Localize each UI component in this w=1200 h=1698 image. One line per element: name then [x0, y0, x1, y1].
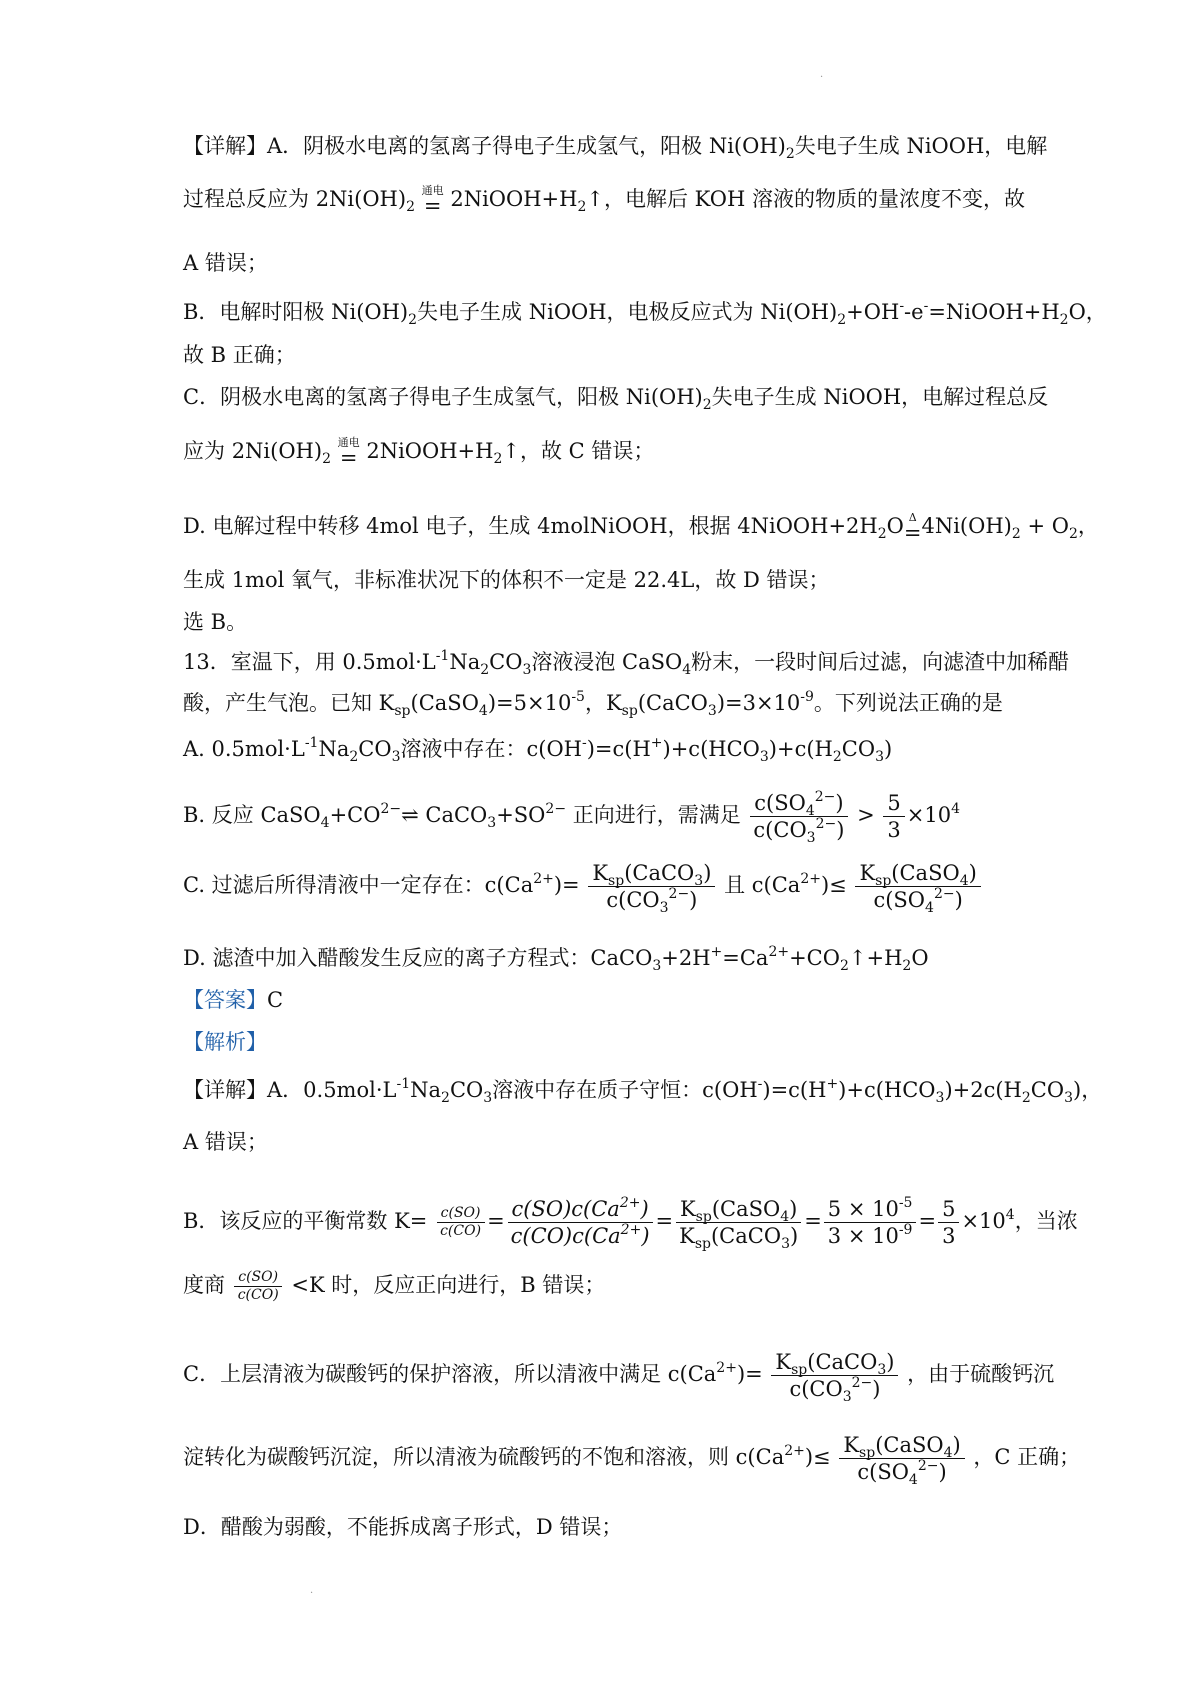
sup: 4	[951, 801, 961, 817]
text: B．该反应的平衡常数 K=	[183, 1209, 428, 1233]
sub: 4	[320, 815, 330, 831]
option-d	[183, 943, 929, 973]
text: 且 c(Ca	[724, 873, 801, 897]
sub: 2	[877, 526, 887, 542]
equation: 2NiOOH+H	[366, 439, 494, 463]
text: )≤	[804, 1445, 831, 1469]
sub: 2	[1068, 526, 1078, 542]
numerator	[855, 860, 980, 887]
line-d-volume	[183, 565, 830, 595]
text: )=3×10	[716, 691, 801, 715]
sup: -	[581, 735, 587, 751]
text: =Ca	[722, 946, 769, 970]
text: )，	[1073, 1078, 1103, 1102]
sub: 2	[785, 146, 795, 162]
text: A 错误；	[183, 1130, 268, 1154]
equation: 2Ni(OH)	[231, 439, 323, 463]
text: C. 过滤后所得清液中一定存在：c(Ca	[183, 873, 534, 897]
answer-line	[183, 985, 283, 1015]
sup: -1	[435, 648, 450, 664]
text: 【详解】A．0.5mol·L	[183, 1078, 397, 1102]
text: )=c(H	[762, 1078, 827, 1102]
t: c(CO	[753, 818, 807, 842]
text: +2H	[661, 946, 711, 970]
text: 13．室温下，用 0.5mol·L	[183, 650, 436, 674]
t: )	[954, 888, 963, 912]
sol-a	[183, 1075, 1102, 1105]
answer-value: C	[267, 988, 284, 1012]
text: CaCO	[425, 803, 488, 827]
text: 应为	[183, 439, 225, 463]
sub: sp	[875, 873, 892, 889]
text: 过程总反应为	[183, 187, 309, 211]
line-d	[183, 511, 1099, 543]
sub: 4	[908, 1472, 918, 1488]
text: +CO	[329, 803, 381, 827]
t: )	[475, 1223, 482, 1239]
t: )	[640, 1197, 649, 1221]
t: )	[563, 1197, 572, 1221]
t: )	[563, 1224, 573, 1248]
text: )+c(H	[768, 737, 833, 761]
t: )	[886, 1350, 895, 1374]
sup: +	[710, 944, 723, 960]
numerator	[750, 790, 847, 817]
text: 淀转化为碳酸钙沉淀，所以清液为硫酸钙的不饱和溶液，则 c(Ca	[183, 1445, 785, 1469]
sup: 4	[1005, 1207, 1015, 1223]
text: )=	[553, 873, 580, 897]
analysis-tag-line	[183, 1027, 267, 1057]
text: 溶液浸泡 CaSO	[531, 650, 683, 674]
t: )	[789, 1197, 798, 1221]
sub: 4	[925, 900, 934, 916]
sub: 3	[842, 1389, 852, 1405]
sub: sp	[694, 1236, 711, 1252]
fraction	[824, 1196, 917, 1249]
t: )	[789, 1224, 799, 1248]
op: =	[903, 521, 922, 545]
text: 粉末，一段时间后过滤，向滤渣中加稀醋	[691, 650, 1070, 674]
fraction	[507, 1196, 654, 1249]
denominator	[602, 886, 701, 916]
t: K	[592, 861, 609, 885]
text: (CaSO	[410, 691, 479, 715]
text: <K 时，反应正向进行，B 错误；	[291, 1273, 606, 1297]
text: A. 0.5mol·L	[183, 737, 305, 761]
numerator: 5	[883, 790, 904, 817]
text: A 错误；	[183, 251, 268, 275]
sub: 3	[487, 815, 497, 831]
sub: 3	[483, 1090, 493, 1106]
sup: 2+	[533, 871, 554, 887]
t: K	[679, 1197, 696, 1221]
equation: 2Ni(OH)	[315, 187, 407, 211]
sup: -5	[571, 689, 585, 705]
sub: 2	[493, 451, 503, 467]
text: D. 电解过程中转移 4mol 电子，生成 4molNiOOH，根据	[183, 514, 731, 538]
t: c(SO	[873, 888, 926, 912]
fraction	[234, 1269, 283, 1304]
sub: 3	[522, 662, 532, 678]
op: =	[423, 194, 442, 218]
denominator: 3	[942, 1224, 956, 1248]
option-a	[183, 734, 892, 764]
sub: 3	[806, 830, 816, 846]
fraction	[771, 1349, 898, 1405]
sup: 2+	[619, 1195, 641, 1211]
sub: sp	[608, 873, 625, 889]
text: ↑+H	[848, 946, 903, 970]
denominator	[869, 886, 966, 916]
sup: 2+	[620, 1222, 642, 1238]
text: 生成 1mol 氧气，非标准状况下的体积不一定是 22.4L，故 D 错误；	[183, 568, 830, 592]
text: 失电子生成 NiOOH，电解	[794, 134, 1048, 158]
denominator	[507, 1223, 654, 1249]
electrolysis-condition	[422, 185, 444, 216]
fraction	[938, 1196, 959, 1249]
text: ，C 正确；	[973, 1445, 1081, 1469]
text: 失电子生成 NiOOH，电解过程总反	[711, 385, 1049, 409]
sup: 2−	[851, 1375, 873, 1391]
text: )=	[736, 1362, 763, 1386]
text: Na	[449, 650, 481, 674]
sub: 4	[805, 803, 815, 819]
sup: -1	[396, 1076, 411, 1092]
t: (CaCO	[807, 1350, 878, 1374]
t: )	[641, 1224, 650, 1248]
line-explain-a	[183, 131, 1047, 161]
sub: 2	[839, 958, 849, 974]
sub: 3	[935, 1090, 945, 1106]
sub: 2	[1021, 1090, 1031, 1106]
t: c(SO	[511, 1197, 564, 1221]
line-c-eq	[183, 436, 654, 468]
text: =NiOOH+H	[928, 300, 1060, 324]
text: ，电解后 KOH 溶液的物质的量浓度不变，故	[604, 187, 1026, 211]
t: c(SO	[238, 1269, 273, 1285]
fraction	[749, 789, 848, 846]
up-arrow: ↑	[586, 187, 604, 211]
t: )	[273, 1287, 279, 1303]
text: Na	[318, 737, 350, 761]
sub: 2	[322, 451, 331, 467]
scan-dot: ·	[310, 1588, 314, 1599]
text: CO	[489, 650, 523, 674]
equation: 4NiOOH+2H	[737, 514, 878, 538]
sub: 2	[480, 662, 490, 678]
cond: 通电	[421, 184, 444, 197]
t: 3 × 10	[827, 1224, 899, 1248]
sub: sp	[695, 1209, 712, 1225]
t: c(Ca	[572, 1224, 621, 1248]
sub: sp	[621, 703, 638, 719]
electrolysis-condition	[338, 437, 360, 468]
sup: 2+	[716, 1360, 737, 1376]
sup: 2−	[814, 789, 836, 805]
sol-d	[183, 1512, 622, 1542]
text: B．电解时阳极 Ni(OH)	[183, 300, 409, 324]
sup: -1	[304, 735, 319, 751]
sub: 3	[1064, 1090, 1073, 1106]
text: (CaCO	[637, 691, 708, 715]
sub: 2	[408, 312, 418, 328]
t: )	[872, 1377, 881, 1401]
t: K	[859, 861, 876, 885]
sup: -	[923, 298, 929, 314]
line-c	[183, 382, 1048, 412]
sub: 2	[577, 199, 587, 215]
equation: + O	[1027, 514, 1069, 538]
t: (CaCO	[624, 861, 695, 885]
t: K	[843, 1433, 860, 1457]
sub: 3	[659, 900, 669, 916]
sub: 2	[406, 199, 415, 215]
denominator	[853, 1458, 950, 1488]
t: )	[689, 888, 698, 912]
sub: sp	[791, 1362, 808, 1378]
sup: 2−	[668, 886, 690, 902]
heat-condition	[904, 512, 922, 543]
numerator	[839, 1432, 964, 1459]
numerator	[824, 1196, 917, 1223]
t: )	[968, 861, 977, 885]
t: )	[475, 1205, 481, 1221]
numerator	[508, 1196, 653, 1223]
text: O	[911, 946, 929, 970]
t: )	[835, 791, 844, 815]
denominator	[749, 816, 848, 846]
text: C．上层清液为碳酸钙的保护溶液，所以清液中满足 c(Ca	[183, 1362, 717, 1386]
sol-a-wrong	[183, 1127, 268, 1157]
t: (CaSO	[891, 861, 960, 885]
fraction	[436, 1205, 485, 1240]
equation: 2NiOOH+H	[450, 187, 578, 211]
text: ，	[1077, 514, 1099, 538]
sub: 3	[759, 749, 769, 765]
numerator	[771, 1349, 898, 1376]
text: )=c(H	[586, 737, 651, 761]
text: +OH	[846, 300, 900, 324]
t: )	[836, 818, 845, 842]
t: (CaSO	[875, 1433, 944, 1457]
t: c(CO	[606, 888, 660, 912]
text: )+2c(H	[944, 1078, 1022, 1102]
line-select-b	[183, 607, 247, 637]
denominator	[824, 1223, 917, 1249]
t: c(CO	[510, 1224, 564, 1248]
scan-dot: ·	[820, 72, 824, 83]
sub: 2	[349, 749, 359, 765]
sub: 3	[652, 958, 662, 974]
sub: 4	[943, 1445, 953, 1461]
t: )	[938, 1460, 947, 1484]
sup: 2−	[545, 801, 567, 817]
t: c(SO	[440, 1205, 476, 1221]
sup: 2+	[768, 944, 790, 960]
sub: 3	[877, 1362, 887, 1378]
answer-tag: 【答案】	[183, 988, 267, 1012]
sup: 2−	[933, 886, 955, 902]
text: +SO	[496, 803, 546, 827]
text: 酸，产生气泡。已知 K	[183, 691, 395, 715]
text: 。下列说法正确的是	[813, 691, 1003, 715]
sub: 4	[959, 873, 969, 889]
numerator	[437, 1205, 485, 1223]
sub: sp	[859, 1445, 876, 1461]
denominator	[234, 1287, 283, 1304]
text: ，由于硫酸钙沉	[907, 1362, 1055, 1386]
sup: 2+	[800, 871, 821, 887]
sub: 2	[702, 397, 712, 413]
sup: -9	[800, 689, 814, 705]
sub: sp	[394, 703, 411, 719]
denominator	[436, 1223, 485, 1240]
text: ，K	[584, 691, 622, 715]
line-b-correct	[183, 340, 296, 370]
sub: 3	[875, 749, 884, 765]
sup: -	[757, 1076, 763, 1092]
numerator: 5	[938, 1196, 959, 1223]
sol-b-2	[183, 1269, 605, 1304]
t: c(SO	[754, 791, 806, 815]
denominator	[785, 1375, 884, 1405]
t: K	[679, 1224, 695, 1248]
text: )+c(HCO	[662, 737, 760, 761]
text: CO	[841, 737, 876, 761]
t: )	[952, 1433, 961, 1457]
sup: 2−	[917, 1458, 939, 1474]
equation: 4Ni(OH)	[921, 514, 1012, 538]
numerator	[234, 1269, 282, 1287]
text: 【详解】A．阴极水电离的氢离子得电子生成氢气，阳极 Ni(OH)	[183, 134, 786, 158]
text: )+c(HCO	[838, 1078, 936, 1102]
sub: 3	[694, 873, 704, 889]
analysis-tag: 【解析】	[183, 1030, 267, 1054]
text: 溶液中存在：c(OH	[400, 737, 582, 761]
sup: +	[650, 735, 663, 751]
text: 度商	[183, 1273, 225, 1297]
sub: 3	[707, 703, 717, 719]
numerator	[676, 1196, 801, 1223]
sup: 2+	[784, 1443, 805, 1459]
sup: 2−	[815, 816, 837, 832]
sub: 2	[832, 749, 842, 765]
text: CO	[1030, 1078, 1065, 1102]
text: -e	[904, 300, 924, 324]
t: (CaSO	[711, 1197, 781, 1221]
cond: 通电	[337, 436, 360, 449]
fraction	[675, 1196, 802, 1252]
text: ×10	[906, 803, 952, 827]
text: D．醋酸为弱酸，不能拆成离子形式，D 错误；	[183, 1515, 623, 1539]
text: +CO	[789, 946, 840, 970]
option-b: B. 反应 $CaSO_4+CO^{2-}\rightleftharpoons$ $CaCO_3+SO^{2-}$ 正向进行，需满足 $\frac{c(SO_4^{2-})}{c(CO_3^{2-})}$ > $\frac{5}{3}$ $\times 10^4$	[183, 789, 961, 846]
fraction	[883, 790, 904, 843]
sup: +	[826, 1076, 839, 1092]
sub: 4	[478, 703, 488, 719]
text: 正向进行，需满足	[572, 803, 741, 827]
q13-stem-1	[183, 647, 1069, 677]
text: CO	[358, 737, 392, 761]
sup: -	[899, 298, 905, 314]
t: c(CO	[237, 1287, 274, 1303]
text: C．阴极水电离的氢离子得电子生成氢气，阳极 Ni(OH)	[183, 385, 703, 409]
cond: Δ	[908, 511, 917, 524]
sub: 4	[780, 1209, 790, 1225]
t: (CaCO	[710, 1224, 782, 1248]
line-b	[183, 297, 1107, 327]
option-c	[183, 860, 983, 916]
up-arrow: ↑	[502, 439, 520, 463]
denominator: 3	[887, 818, 901, 842]
sol-b: B．该反应的平衡常数 K= $\frac{c(SO)}{c(CO)}$ = $\frac{c(SO)c(Ca^{2+})}{c(CO)c(Ca^{2+})}$ = $\frac{K_{sp}(CaSO_4)}{K_{sp}(CaCO_3)}$ = $\frac{5 \times 10^{-5}}{3 \times 10^{-9}}$ = $\frac{5}{3}$ $\times 10^4$，当浓	[183, 1195, 1078, 1252]
sup: -5	[898, 1195, 913, 1211]
t: 5 × 10	[827, 1197, 899, 1221]
text: ，当浓	[1014, 1209, 1078, 1233]
equation: O	[886, 514, 904, 538]
numerator	[588, 860, 715, 887]
text: D. 滤渣中加入醋酸发生反应的离子方程式：CaCO	[183, 946, 653, 970]
op: =	[339, 446, 358, 470]
text: 失电子生成 NiOOH，电极反应式为 Ni(OH)	[417, 300, 838, 324]
line-a-wrong	[183, 248, 268, 278]
sup: -9	[898, 1222, 913, 1238]
t: )	[272, 1269, 279, 1285]
t: c(CO	[440, 1223, 476, 1239]
text: ×10	[961, 1209, 1006, 1233]
t: K	[775, 1350, 792, 1374]
sub: 3	[391, 749, 401, 765]
text: )	[883, 737, 893, 761]
text: B. 反应 CaSO	[183, 803, 321, 827]
sub: 2	[1011, 526, 1021, 542]
text: 选 B。	[183, 610, 248, 634]
q13-stem-2	[183, 688, 1003, 718]
sub: 4	[682, 662, 692, 678]
sup: 2−	[380, 801, 402, 817]
sub: 2	[902, 958, 912, 974]
sub: 2	[1059, 312, 1069, 328]
text: ，故 C 错误；	[520, 439, 655, 463]
text: O，	[1068, 300, 1107, 324]
t: )	[703, 861, 712, 885]
text: 故 B 正确；	[183, 343, 296, 367]
line-total-reaction	[183, 184, 1025, 216]
text: )=5×10	[487, 691, 572, 715]
fraction	[855, 860, 980, 916]
sub: 2	[837, 312, 847, 328]
text: Na	[410, 1078, 442, 1102]
text: CO	[449, 1078, 484, 1102]
t: c(SO	[857, 1460, 909, 1484]
fraction	[839, 1432, 964, 1488]
t: c(Ca	[571, 1197, 620, 1221]
text: 溶液中存在质子守恒：c(OH	[492, 1078, 758, 1102]
sol-c	[183, 1349, 1055, 1405]
denominator	[675, 1223, 802, 1252]
equilibrium-icon: ⇌	[401, 803, 419, 827]
text: )≤	[820, 873, 847, 897]
fraction	[588, 860, 715, 916]
sol-c-2	[183, 1432, 1081, 1488]
t: c(CO	[789, 1377, 843, 1401]
sub: 3	[781, 1236, 790, 1252]
sub: 2	[441, 1090, 450, 1106]
